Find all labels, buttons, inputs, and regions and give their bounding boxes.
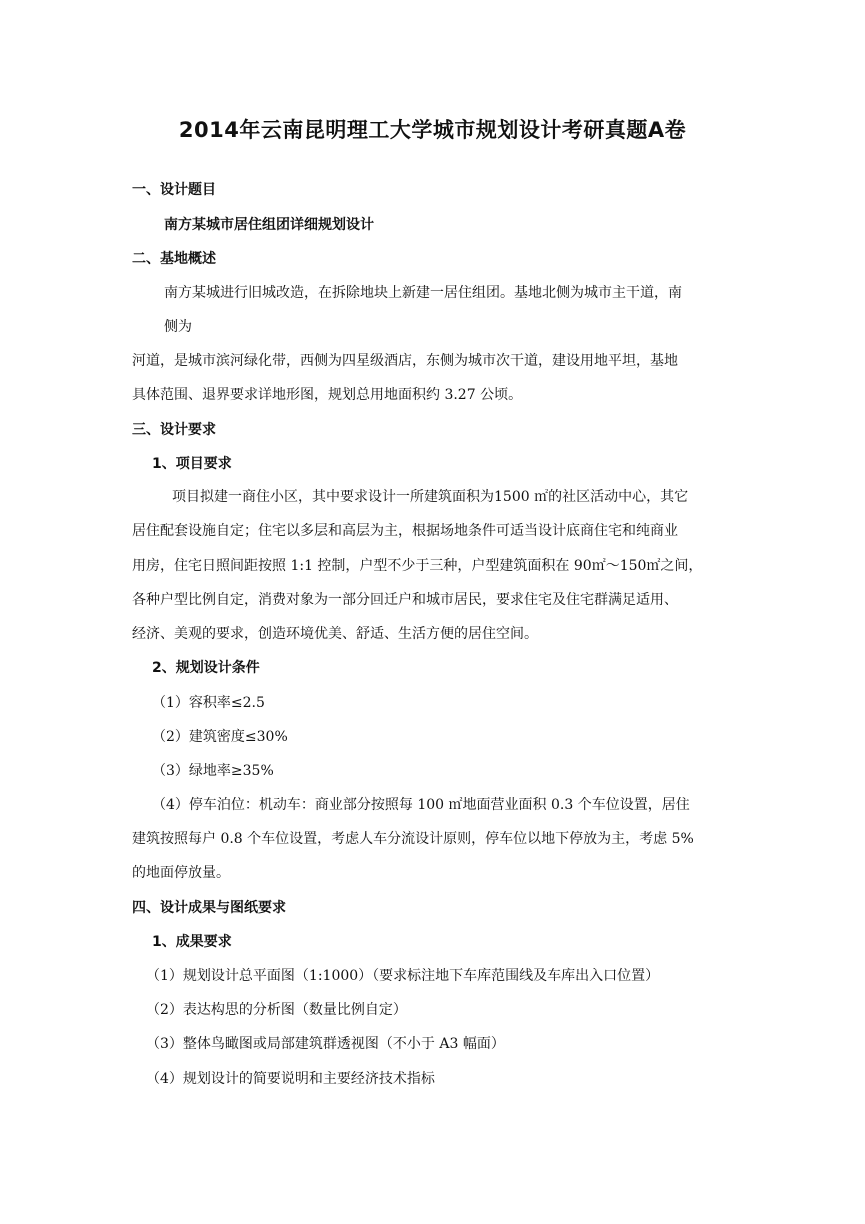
deliverable-item-1: （1）规划设计总平面图（1:1000）（要求标注地下车库范围线及车库出入口位置） bbox=[146, 968, 660, 984]
deliverable-item-3: （3）整体鸟瞰图或局部建筑群透视图（不小于 A3 幅面） bbox=[146, 1036, 505, 1052]
project-line-3: 用房，住宅日照间距按照 1:1 控制，户型不少于三种，户型建筑面积在 90㎡～150㎡之间， bbox=[132, 558, 703, 574]
condition-item-1: （1）容积率≤2.5 bbox=[152, 695, 265, 711]
project-requirements-heading: 1、项目要求 bbox=[152, 456, 232, 472]
condition-item-4-cont-1: 建筑按照每户 0.8 个车位设置，考虑人车分流设计原则，停车位以地下停放为主，考虑 5% bbox=[132, 831, 694, 847]
deliverable-item-2: （2）表达构思的分析图（数量比例自定） bbox=[146, 1002, 407, 1018]
project-line-4: 各种户型比例自定，消费对象为一部分回迁户和城市居民，要求住宅及住宅群满足适用、 bbox=[132, 592, 678, 608]
condition-item-4-cont-2: 的地面停放量。 bbox=[132, 865, 230, 881]
condition-item-4: （4）停车泊位：机动车：商业部分按照每 100 ㎡地面营业面积 0.3 个车位设置，居住 bbox=[152, 797, 690, 813]
section-4-heading: 四、设计成果与图纸要求 bbox=[132, 900, 286, 916]
project-line-5: 经济、美观的要求，创造环境优美、舒适、生活方便的居住空间。 bbox=[132, 626, 538, 642]
section-3-heading: 三、设计要求 bbox=[132, 422, 216, 438]
design-topic: 南方某城市居住组团详细规划设计 bbox=[164, 217, 374, 233]
condition-item-3: （3）绿地率≥35% bbox=[152, 763, 274, 779]
condition-item-2: （2）建筑密度≤30% bbox=[152, 729, 288, 745]
document-title: 2014年云南昆明理工大学城市规划设计考研真题A卷 bbox=[178, 118, 687, 142]
planning-conditions-heading: 2、规划设计条件 bbox=[152, 660, 260, 676]
site-line-2: 侧为 bbox=[164, 319, 192, 335]
project-line-1: 项目拟建一商住小区，其中要求设计一所建筑面积为1500 ㎡的社区活动中心，其它 bbox=[172, 489, 689, 505]
project-line-2: 居住配套设施自定；住宅以多层和高层为主，根据场地条件可适当设计底商住宅和纯商业 bbox=[132, 523, 678, 539]
site-line-1: 南方某城进行旧城改造，在拆除地块上新建一居住组团。基地北侧为城市主干道，南 bbox=[164, 285, 682, 301]
deliverable-item-4: （4）规划设计的简要说明和主要经济技术指标 bbox=[146, 1071, 435, 1087]
site-line-3: 河道，是城市滨河绿化带，西侧为四星级酒店，东侧为城市次干道，建设用地平坦，基地 bbox=[132, 353, 678, 369]
deliverables-heading: 1、成果要求 bbox=[152, 934, 232, 950]
section-2-heading: 二、基地概述 bbox=[132, 251, 216, 267]
section-1-heading: 一、设计题目 bbox=[132, 182, 216, 198]
site-line-4: 具体范围、退界要求详地形图，规划总用地面积约 3.27 公顷。 bbox=[132, 387, 523, 403]
